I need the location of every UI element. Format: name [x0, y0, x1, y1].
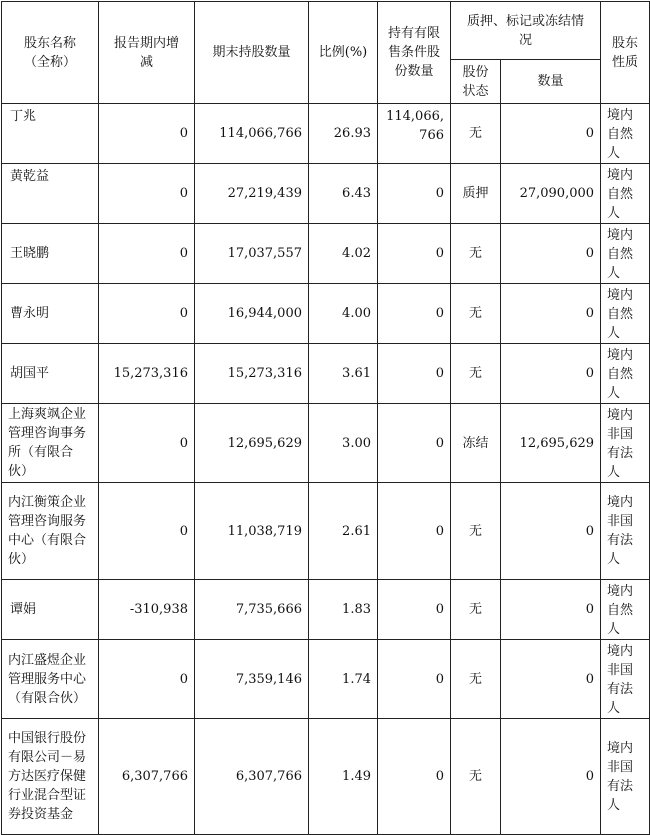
quantity-cell: 0 — [501, 104, 601, 164]
table-row — [2, 640, 650, 719]
end-holding-cell: 7,359,146 — [195, 640, 309, 719]
header-name: 股东名称（全称） — [2, 2, 99, 104]
restricted-cell: 0 — [378, 483, 451, 580]
status-cell: 无 — [451, 224, 501, 284]
shareholder-name: 黄乾益 — [2, 164, 99, 224]
end-holding-cell: 15,273,316 — [195, 344, 309, 404]
status-cell: 无 — [451, 719, 501, 835]
shareholder-name: 中国银行股份有限公司－易方达医疗保健行业混合型证券投资基金 — [2, 719, 99, 835]
table-row — [2, 164, 650, 224]
change-cell: 0 — [99, 164, 195, 224]
table-row — [2, 483, 650, 580]
nature-cell: 境内自然人 — [601, 104, 650, 164]
header-ratio: 比例(%) — [309, 2, 378, 104]
shareholder-name: 丁兆 — [2, 104, 99, 164]
restricted-cell: 0 — [378, 580, 451, 640]
header-nature: 股东性质 — [601, 2, 650, 104]
nature-cell: 境内自然人 — [601, 164, 650, 224]
change-cell: 6,307,766 — [99, 719, 195, 835]
change-cell: 0 — [99, 483, 195, 580]
header-pledge-group: 质押、标记或冻结情况 — [451, 2, 601, 60]
status-cell: 无 — [451, 580, 501, 640]
status-cell: 无 — [451, 104, 501, 164]
ratio-cell: 3.00 — [309, 404, 378, 483]
shareholder-name: 胡国平 — [2, 344, 99, 404]
shareholder-name: 内江盛煜企业管理服务中心（有限合伙） — [2, 640, 99, 719]
shareholder-name: 曹永明 — [2, 284, 99, 344]
change-cell: 0 — [99, 104, 195, 164]
table-row — [2, 580, 650, 640]
table-row — [2, 404, 650, 483]
header-share-status: 股份状态 — [451, 60, 501, 104]
shareholder-name: 内江衡策企业管理咨询服务中心（有限合伙） — [2, 483, 99, 580]
ratio-cell: 1.74 — [309, 640, 378, 719]
shareholder-name: 上海爽飒企业管理咨询事务所（有限合伙） — [2, 404, 99, 483]
status-cell: 无 — [451, 483, 501, 580]
restricted-cell: 0 — [378, 344, 451, 404]
change-cell: 0 — [99, 284, 195, 344]
ratio-cell: 26.93 — [309, 104, 378, 164]
nature-cell: 境内自然人 — [601, 224, 650, 284]
end-holding-cell: 16,944,000 — [195, 284, 309, 344]
status-cell: 质押 — [451, 164, 501, 224]
change-cell: 0 — [99, 224, 195, 284]
ratio-cell: 1.83 — [309, 580, 378, 640]
nature-cell: 境内非国有法人 — [601, 640, 650, 719]
header-restricted: 持有有限售条件股份数量 — [378, 2, 451, 104]
quantity-cell: 12,695,629 — [501, 404, 601, 483]
restricted-cell: 0 — [378, 284, 451, 344]
table-row — [2, 719, 650, 835]
quantity-cell: 27,090,000 — [501, 164, 601, 224]
nature-cell: 境内自然人 — [601, 580, 650, 640]
ratio-cell: 3.61 — [309, 344, 378, 404]
ratio-cell: 1.49 — [309, 719, 378, 835]
change-cell: -310,938 — [99, 580, 195, 640]
quantity-cell: 0 — [501, 284, 601, 344]
table-row — [2, 104, 650, 164]
quantity-cell: 0 — [501, 719, 601, 835]
nature-cell: 境内自然人 — [601, 344, 650, 404]
quantity-cell: 0 — [501, 224, 601, 284]
end-holding-cell: 11,038,719 — [195, 483, 309, 580]
header-change: 报告期内增减 — [99, 2, 195, 104]
shareholder-name: 谭娟 — [2, 580, 99, 640]
status-cell: 无 — [451, 640, 501, 719]
ratio-cell: 6.43 — [309, 164, 378, 224]
restricted-cell: 0 — [378, 719, 451, 835]
nature-cell: 境内非国有法人 — [601, 483, 650, 580]
restricted-cell: 0 — [378, 164, 451, 224]
end-holding-cell: 12,695,629 — [195, 404, 309, 483]
change-cell: 15,273,316 — [99, 344, 195, 404]
status-cell: 无 — [451, 344, 501, 404]
header-end-holding: 期末持股数量 — [195, 2, 309, 104]
shareholder-table — [1, 1, 650, 835]
quantity-cell: 0 — [501, 640, 601, 719]
restricted-cell: 0 — [378, 224, 451, 284]
nature-cell: 境内非国有法人 — [601, 719, 650, 835]
end-holding-cell: 27,219,439 — [195, 164, 309, 224]
table-row — [2, 224, 650, 284]
quantity-cell: 0 — [501, 483, 601, 580]
end-holding-cell: 17,037,557 — [195, 224, 309, 284]
quantity-cell: 0 — [501, 344, 601, 404]
nature-cell: 境内自然人 — [601, 284, 650, 344]
quantity-cell: 0 — [501, 580, 601, 640]
change-cell: 0 — [99, 640, 195, 719]
restricted-cell: 0 — [378, 404, 451, 483]
ratio-cell: 4.00 — [309, 284, 378, 344]
end-holding-cell: 7,735,666 — [195, 580, 309, 640]
status-cell: 冻结 — [451, 404, 501, 483]
end-holding-cell: 114,066,766 — [195, 104, 309, 164]
header-quantity: 数量 — [501, 60, 601, 104]
shareholder-name: 王晓鹏 — [2, 224, 99, 284]
restricted-cell: 0 — [378, 640, 451, 719]
restricted-cell: 114,066,766 — [378, 104, 451, 164]
status-cell: 无 — [451, 284, 501, 344]
table-row — [2, 344, 650, 404]
table-row — [2, 284, 650, 344]
ratio-cell: 2.61 — [309, 483, 378, 580]
change-cell: 0 — [99, 404, 195, 483]
ratio-cell: 4.02 — [309, 224, 378, 284]
nature-cell: 境内非国有法人 — [601, 404, 650, 483]
end-holding-cell: 6,307,766 — [195, 719, 309, 835]
